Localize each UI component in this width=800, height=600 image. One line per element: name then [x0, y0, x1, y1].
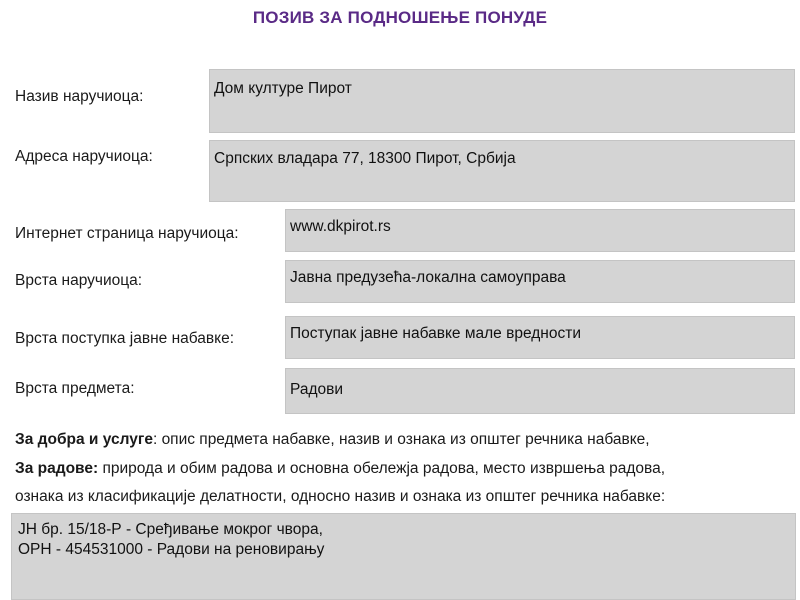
contracting-authority-type-field[interactable]: Јавна предузећа-локална самоуправа — [285, 260, 795, 303]
subject-type-label: Врста предмета: — [15, 380, 135, 397]
procurement-subject-line-1: ЈН бр. 15/18-Р - Сређивање мокрог чвора, — [18, 521, 323, 538]
page-title: ПОЗИВ ЗА ПОДНОШЕЊЕ ПОНУДЕ — [252, 8, 548, 27]
contracting-authority-address-label: Адреса наручиоца: — [15, 148, 153, 165]
works-text: природа и обим радова и основна обележја радова, место извршења радова, — [98, 460, 666, 477]
contracting-authority-address-field[interactable]: Српских владара 77, 18300 Пирот, Србија — [209, 140, 795, 202]
contracting-authority-name-field[interactable]: Дом културе Пирот — [209, 69, 795, 133]
contracting-authority-type-label: Врста наручиоца: — [15, 272, 143, 289]
works-description-continued: ознака из класификације делатности, односно назив и ознака из општег речника набавке: — [15, 488, 666, 505]
goods-services-description — [15, 431, 650, 449]
subject-type-field[interactable]: Радови — [285, 368, 795, 414]
procurement-subject-line-2: ОРН - 454531000 - Радови на реновирању — [18, 541, 325, 558]
goods-services-text: : опис предмета набавке, назив и ознака из општег речника набавке, — [152, 431, 650, 448]
procurement-procedure-type-label: Врста поступка јавне набавке: — [15, 330, 235, 347]
procurement-procedure-type-field[interactable]: Поступак јавне набавке мале вредности — [285, 316, 795, 359]
works-prefix: За радове: — [15, 460, 99, 477]
procurement-subject-field[interactable] — [11, 513, 796, 600]
contracting-authority-website-field[interactable]: www.dkpirot.rs — [285, 209, 795, 252]
contracting-authority-name-label: Назив наручиоца: — [15, 88, 144, 105]
goods-services-prefix: За добра и услуге — [15, 431, 153, 448]
contracting-authority-website-label: Интернет страница наручиоца: — [15, 225, 239, 242]
works-description — [15, 460, 665, 478]
